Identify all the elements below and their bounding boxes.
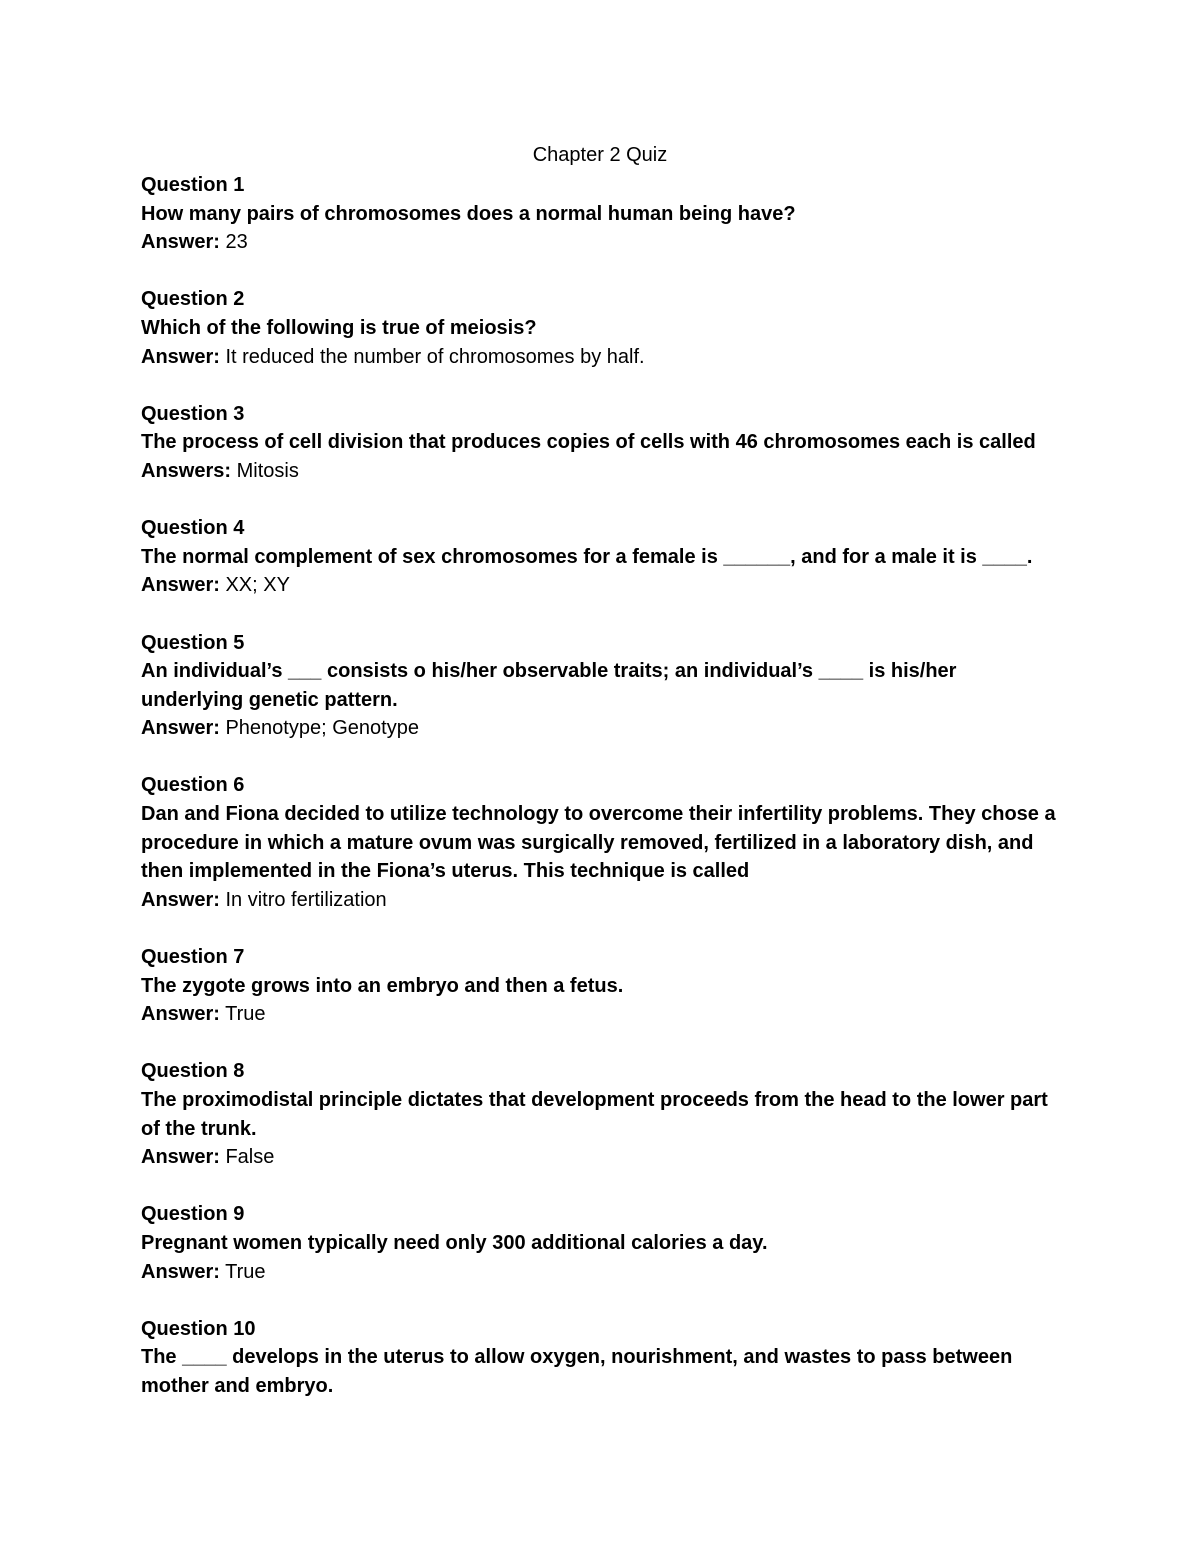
answer-label: Answer: <box>141 1146 220 1169</box>
question-text: An individual’s ___ consists o his/her observable traits; an individual’s ____ is his/her underlying genetic pattern. <box>141 660 957 711</box>
answer-label: Answers: <box>141 459 232 482</box>
answer-text: XX; XY <box>219 574 290 597</box>
answer-line <box>141 343 1061 372</box>
answer-line <box>141 457 1061 486</box>
answer-label: Answer: <box>141 574 220 597</box>
answer-line <box>141 1143 1061 1172</box>
answer-line <box>141 714 1061 743</box>
question-text: Dan and Fiona decided to utilize technology to overcome their infertility problems. They chose a procedure in which a mature ovum was surgically removed, fertilized in a laboratory dish, and then implemented in the Fiona’s uterus. This technique is called <box>141 803 1056 883</box>
question-text: How many pairs of chromosomes does a normal human being have? <box>141 202 796 225</box>
question-text: The normal complement of sex chromosomes for a female is ______, and for a male it is ____. <box>141 545 1033 568</box>
question-text: The zygote grows into an embryo and then a fetus. <box>141 974 624 997</box>
answer-text: Phenotype; Genotype <box>219 717 419 740</box>
question-text: The ____ develops in the uterus to allow oxygen, nourishment, and wastes to pass between mother and embryo. <box>141 1346 1013 1397</box>
answer-label: Answer: <box>141 231 220 254</box>
answer-label: Answer: <box>141 1260 220 1283</box>
question-text: Which of the following is true of meiosis? <box>141 316 537 339</box>
question-number: Question 7 <box>141 946 245 969</box>
question-number: Question 2 <box>141 288 245 311</box>
question-number: Question 5 <box>141 631 245 654</box>
answer-text: It reduced the number of chromosomes by half. <box>219 345 645 368</box>
question-number: Question 9 <box>141 1203 245 1226</box>
question-number: Question 8 <box>141 1060 245 1083</box>
answer-text: 23 <box>219 231 248 254</box>
answer-text: In vitro fertilization <box>219 888 387 911</box>
question-item <box>141 1200 1061 1286</box>
question-number: Question 10 <box>141 1317 256 1340</box>
question-item <box>141 400 1061 486</box>
answer-text: False <box>219 1146 275 1169</box>
answer-text: Mitosis <box>231 459 299 482</box>
question-item <box>141 285 1061 371</box>
question-item <box>141 943 1061 1029</box>
answer-label: Answer: <box>141 717 220 740</box>
answer-label: Answer: <box>141 1003 220 1026</box>
answer-label: Answer: <box>141 345 220 368</box>
answer-line <box>141 886 1061 915</box>
question-text: The process of cell division that produces copies of cells with 46 chromosomes each is called <box>141 431 1036 454</box>
question-text: The proximodistal principle dictates that development proceeds from the head to the lower part of the trunk. <box>141 1089 1048 1140</box>
answer-label: Answer: <box>141 888 220 911</box>
answer-text: True <box>219 1260 266 1283</box>
answer-line <box>141 571 1061 600</box>
answer-line <box>141 1000 1061 1029</box>
question-text: Pregnant women typically need only 300 additional calories a day. <box>141 1231 768 1254</box>
answer-text: True <box>219 1003 266 1026</box>
question-number: Question 1 <box>141 174 245 196</box>
answer-line <box>141 228 1061 257</box>
question-item <box>141 1315 1061 1401</box>
question-item <box>141 514 1061 600</box>
question-number: Question 3 <box>141 402 245 425</box>
question-list <box>141 171 1061 1429</box>
question-item <box>141 171 1061 257</box>
page-title: Chapter 2 Quiz <box>532 144 668 166</box>
question-item <box>141 771 1061 914</box>
answer-line <box>141 1258 1061 1287</box>
question-number: Question 6 <box>141 774 245 797</box>
question-number: Question 4 <box>141 517 245 540</box>
question-item <box>141 1057 1061 1171</box>
question-item <box>141 629 1061 743</box>
